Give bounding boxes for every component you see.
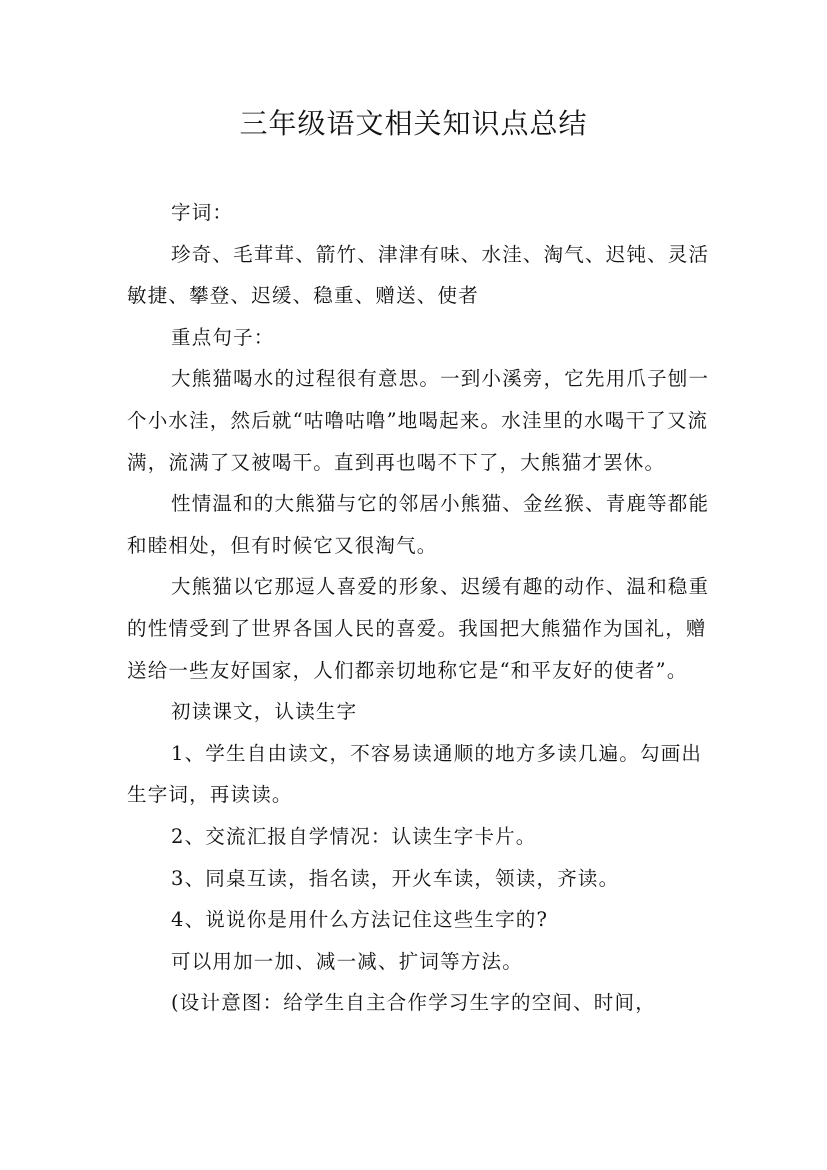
paragraph: 可以用加一加、减一减、扩词等方法。 [171,949,523,973]
paragraph: 重点句子： [171,325,275,349]
paragraph: 珍奇、毛茸茸、箭竹、津津有味、水洼、淘气、迟钝、灵活敏捷、攀登、迟缓、稳重、赠送、使者 [127,242,710,308]
document-body [127,192,710,1024]
paragraph: 2、交流汇报自学情况：认读生字卡片。 [171,824,537,848]
paragraph: 字词： [171,201,234,224]
paragraph: 性情温和的大熊猫与它的邻居小熊猫、金丝猴、青鹿等都能和睦相处，但有时候它又很淘气。 [127,492,710,557]
paragraph: 3、同桌互读，指名读，开火车读，领读，齐读。 [171,866,620,890]
paragraph: 1、学生自由读文，不容易读通顺的地方多读几遍。勾画出生字词，再读读。 [127,741,703,807]
paragraph: (设计意图：给学生自主合作学习生字的空间、时间， [171,991,656,1015]
paragraph: 大熊猫以它那逗人喜爱的形象、迟缓有趣的动作、温和稳重的性情受到了世界各国人民的喜爱。我国把大熊猫作为国礼，赠送给一些友好国家，人们都亲切地称它是“和平友好的使者”。 [127,575,710,682]
document-title: 三年级语文相关知识点总结 [239,107,588,140]
paragraph: 初读课文，认读生字 [171,700,358,724]
paragraph: 4、说说你是用什么方法记住这些生字的? [171,908,549,932]
paragraph: 大熊猫喝水的过程很有意思。一到小溪旁，它先用爪子刨一个小水洼，然后就“咕噜咕噜”地喝起来。水洼里的水喝干了又流满，流满了又被喝干。直到再也喝不下了，大熊猫才罢休。 [127,367,710,474]
